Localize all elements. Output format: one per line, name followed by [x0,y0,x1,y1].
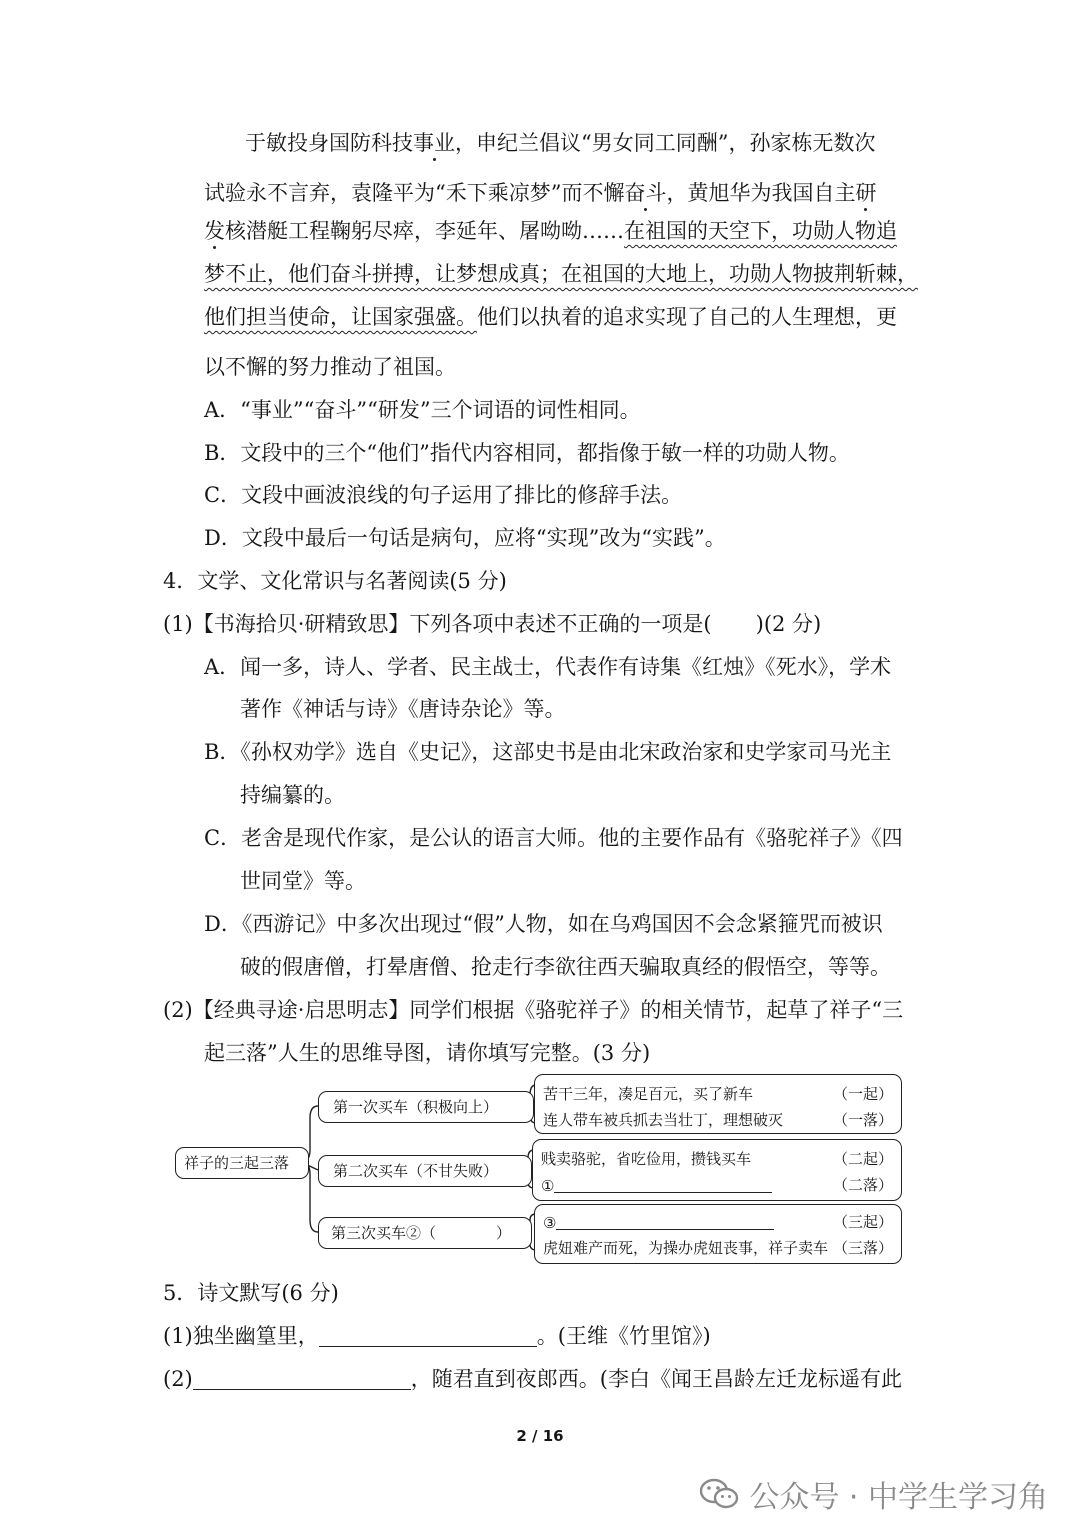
poem-blank-1[interactable] [319,1322,537,1347]
answer-blank-3[interactable] [556,1211,774,1230]
q3-option-b: B．文段中的三个“他们”指代内容相同，都指像于敏一样的功勋人物。 [204,441,850,465]
detail-row: ③ （三起） [543,1213,893,1232]
passage-line-6: 以不懈的努力推动了祖国。 [204,355,456,379]
watermark: 公众号 · 中学生学习角 [699,1472,1048,1516]
q4-option-a: A．闻一多，诗人、学者、民主战士，代表作有诗集《红烛》《死水》，学术 [204,655,892,679]
poem-blank-2[interactable] [193,1365,411,1390]
answer-blank-1[interactable] [554,1174,772,1193]
q4-option-d-cont: 破的假唐僧，打晕唐僧、抢走行李欲往西天骗取真经的假悟空，等等。 [240,955,891,979]
q3-option-a: A．“事业”“奋斗”“研发”三个词语的词性相同。 [204,398,641,422]
passage-line-1: 于敏投身国防科技事业，申纪兰倡议“男女同工同酬”，孙家栋无数次 [245,131,876,155]
q4-title: 4．文学、文化常识与名著阅读(5 分) [163,569,507,593]
dotted-word: 发 [204,219,225,243]
wechat-icon [699,1478,739,1510]
q4-option-b: B．《孙权劝学》选自《史记》，这部史书是由北宋政治家和史学家司马光主 [204,740,892,764]
q4-option-c-cont: 世同堂》等。 [240,869,366,893]
mind-map-detail-3 [534,1204,902,1264]
detail-row: ① （二落） [541,1176,893,1195]
detail-row: 苦干三年，凑足百元，买了新车 （一起） [543,1085,893,1103]
passage-line-2: 试验永不言弃，袁隆平为“禾下乘凉梦”而不懈奋斗，黄旭华为我国自主研 [204,181,877,205]
branch-3-answer-field[interactable] [436,1218,496,1242]
detail-row: 连人带车被兵抓去当壮丁，理想破灭 （一落） [543,1111,893,1129]
q4-sub1: (1)【书海拾贝·研精致思】下列各项中表述不正确的一项是( )(2 分) [163,612,822,636]
dotted-word: 研 [855,181,877,205]
q4-option-d: D．《西游记》中多次出现过“假”人物，如在乌鸡国因不会念紧箍咒而被识 [204,912,883,936]
q4-option-b-cont: 持编纂的。 [240,783,345,807]
q3-option-d: D．文段中最后一句话是病句，应将“实现”改为“实践”。 [204,526,726,550]
dotted-word: 奋斗 [624,181,667,205]
wavy-underlined-text: 他们担当使命，让国家强盛。 [204,305,477,329]
mind-map-detail-2 [532,1139,902,1201]
wavy-underlined-text: 在祖国的天空下，功勋人物追 [624,219,897,243]
page-number: 2 / 16 [516,1427,564,1445]
q5-line-1: (1)独坐幽篁里， 。(王维《竹里馆》) [163,1324,711,1348]
passage-line-3: 发核潜艇工程鞠躬尽瘁，李延年、屠呦呦……在祖国的天空下，功勋人物追 [204,219,897,243]
q4-sub2-cont: 起三落”人生的思维导图，请你填写完整。(3 分) [204,1041,651,1065]
q4-option-a-cont: 著作《神话与诗》《唐诗杂论》等。 [240,697,566,721]
mind-map-root: 祥子的三起三落 [175,1147,309,1179]
mind-map-detail-1 [534,1074,902,1134]
q4-sub2: (2)【经典寻途·启思明志】同学们根据《骆驼祥子》的相关情节，起草了祥子“三 [163,998,904,1022]
passage-line-5: 他们担当使命，让国家强盛。他们以执着的追求实现了自己的人生理想，更 [204,305,897,329]
q4-option-c: C．老舍是现代作家，是公认的语言大师。他的主要作品有《骆驼祥子》《四 [204,826,903,850]
q5-line-2: (2) ，随君直到夜郎西。(李白《闻王昌龄左迁龙标遥有此 [163,1367,902,1391]
wavy-underlined-text: 梦不止，他们奋斗拼搏，让梦想成真；在祖国的大地上，功勋人物披荆斩棘， [204,262,918,286]
dotted-word: 事业 [413,131,455,155]
passage-line-4 [204,259,918,289]
mind-map-branch-2: 第二次买车（不甘失败） [318,1155,532,1187]
q3-option-c: C．文段中画波浪线的句子运用了排比的修辞手法。 [204,483,683,507]
mind-map-branch-3: 第三次买车②（ ） [318,1217,532,1249]
detail-row: 贱卖骆驼，省吃俭用，攒钱买车 （二起） [541,1150,893,1168]
q5-title: 5．诗文默写(6 分) [163,1281,339,1305]
detail-row: 虎妞难产而死，为操办虎妞丧事，祥子卖车 （三落） [543,1239,893,1257]
mind-map-branch-1: 第一次买车（积极向上） [318,1091,534,1123]
